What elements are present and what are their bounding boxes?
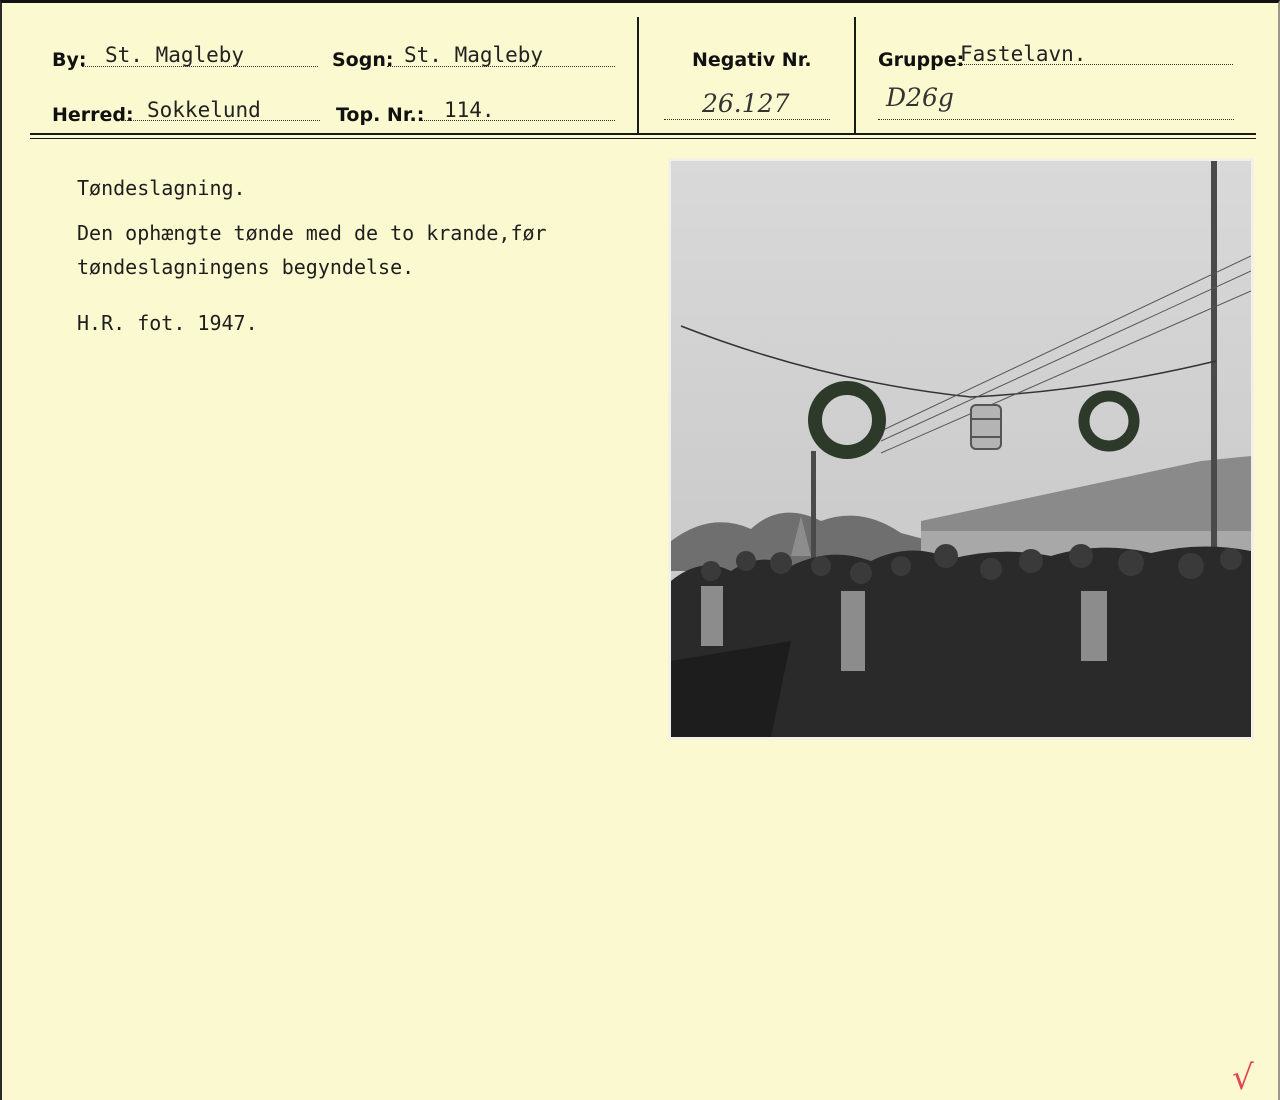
herred-value: Sokkelund	[147, 98, 261, 122]
gruppe-second-line	[878, 119, 1234, 120]
photo-lamp-post	[811, 451, 816, 571]
by-label: By:	[52, 49, 87, 71]
photo-utility-pole	[1211, 161, 1217, 581]
header-divider-2	[854, 17, 856, 134]
photo-credit: H.R. fot. 1947.	[77, 311, 258, 335]
header-divider-1	[637, 17, 639, 134]
photograph	[668, 158, 1254, 740]
photo-image	[671, 161, 1251, 737]
description-title: Tøndeslagning.	[77, 176, 246, 200]
top-nr-value: 114.	[444, 98, 495, 122]
gruppe-value: Fastelavn.	[960, 42, 1087, 66]
header-rule-bottom	[30, 138, 1256, 139]
negativ-dotted-line	[664, 119, 830, 120]
photo-barrel	[971, 405, 1001, 449]
by-value: St. Magleby	[105, 43, 245, 67]
sogn-label: Sogn:	[332, 49, 394, 71]
red-check-mark: √	[1232, 1058, 1254, 1098]
negativ-value: 26.127	[702, 89, 790, 118]
top-nr-label: Top. Nr.:	[336, 104, 425, 126]
gruppe-note: D26g	[886, 83, 954, 112]
gruppe-label: Gruppe:	[878, 49, 965, 71]
description-line-1: Den ophængte tønde med de to krande,før	[77, 221, 547, 245]
sogn-value: St. Magleby	[404, 43, 544, 67]
header-rule-top	[30, 133, 1256, 135]
description-line-2: tøndeslagningens begyndelse.	[77, 255, 415, 279]
herred-label: Herred:	[52, 104, 134, 126]
negativ-label: Negativ Nr.	[692, 49, 812, 71]
